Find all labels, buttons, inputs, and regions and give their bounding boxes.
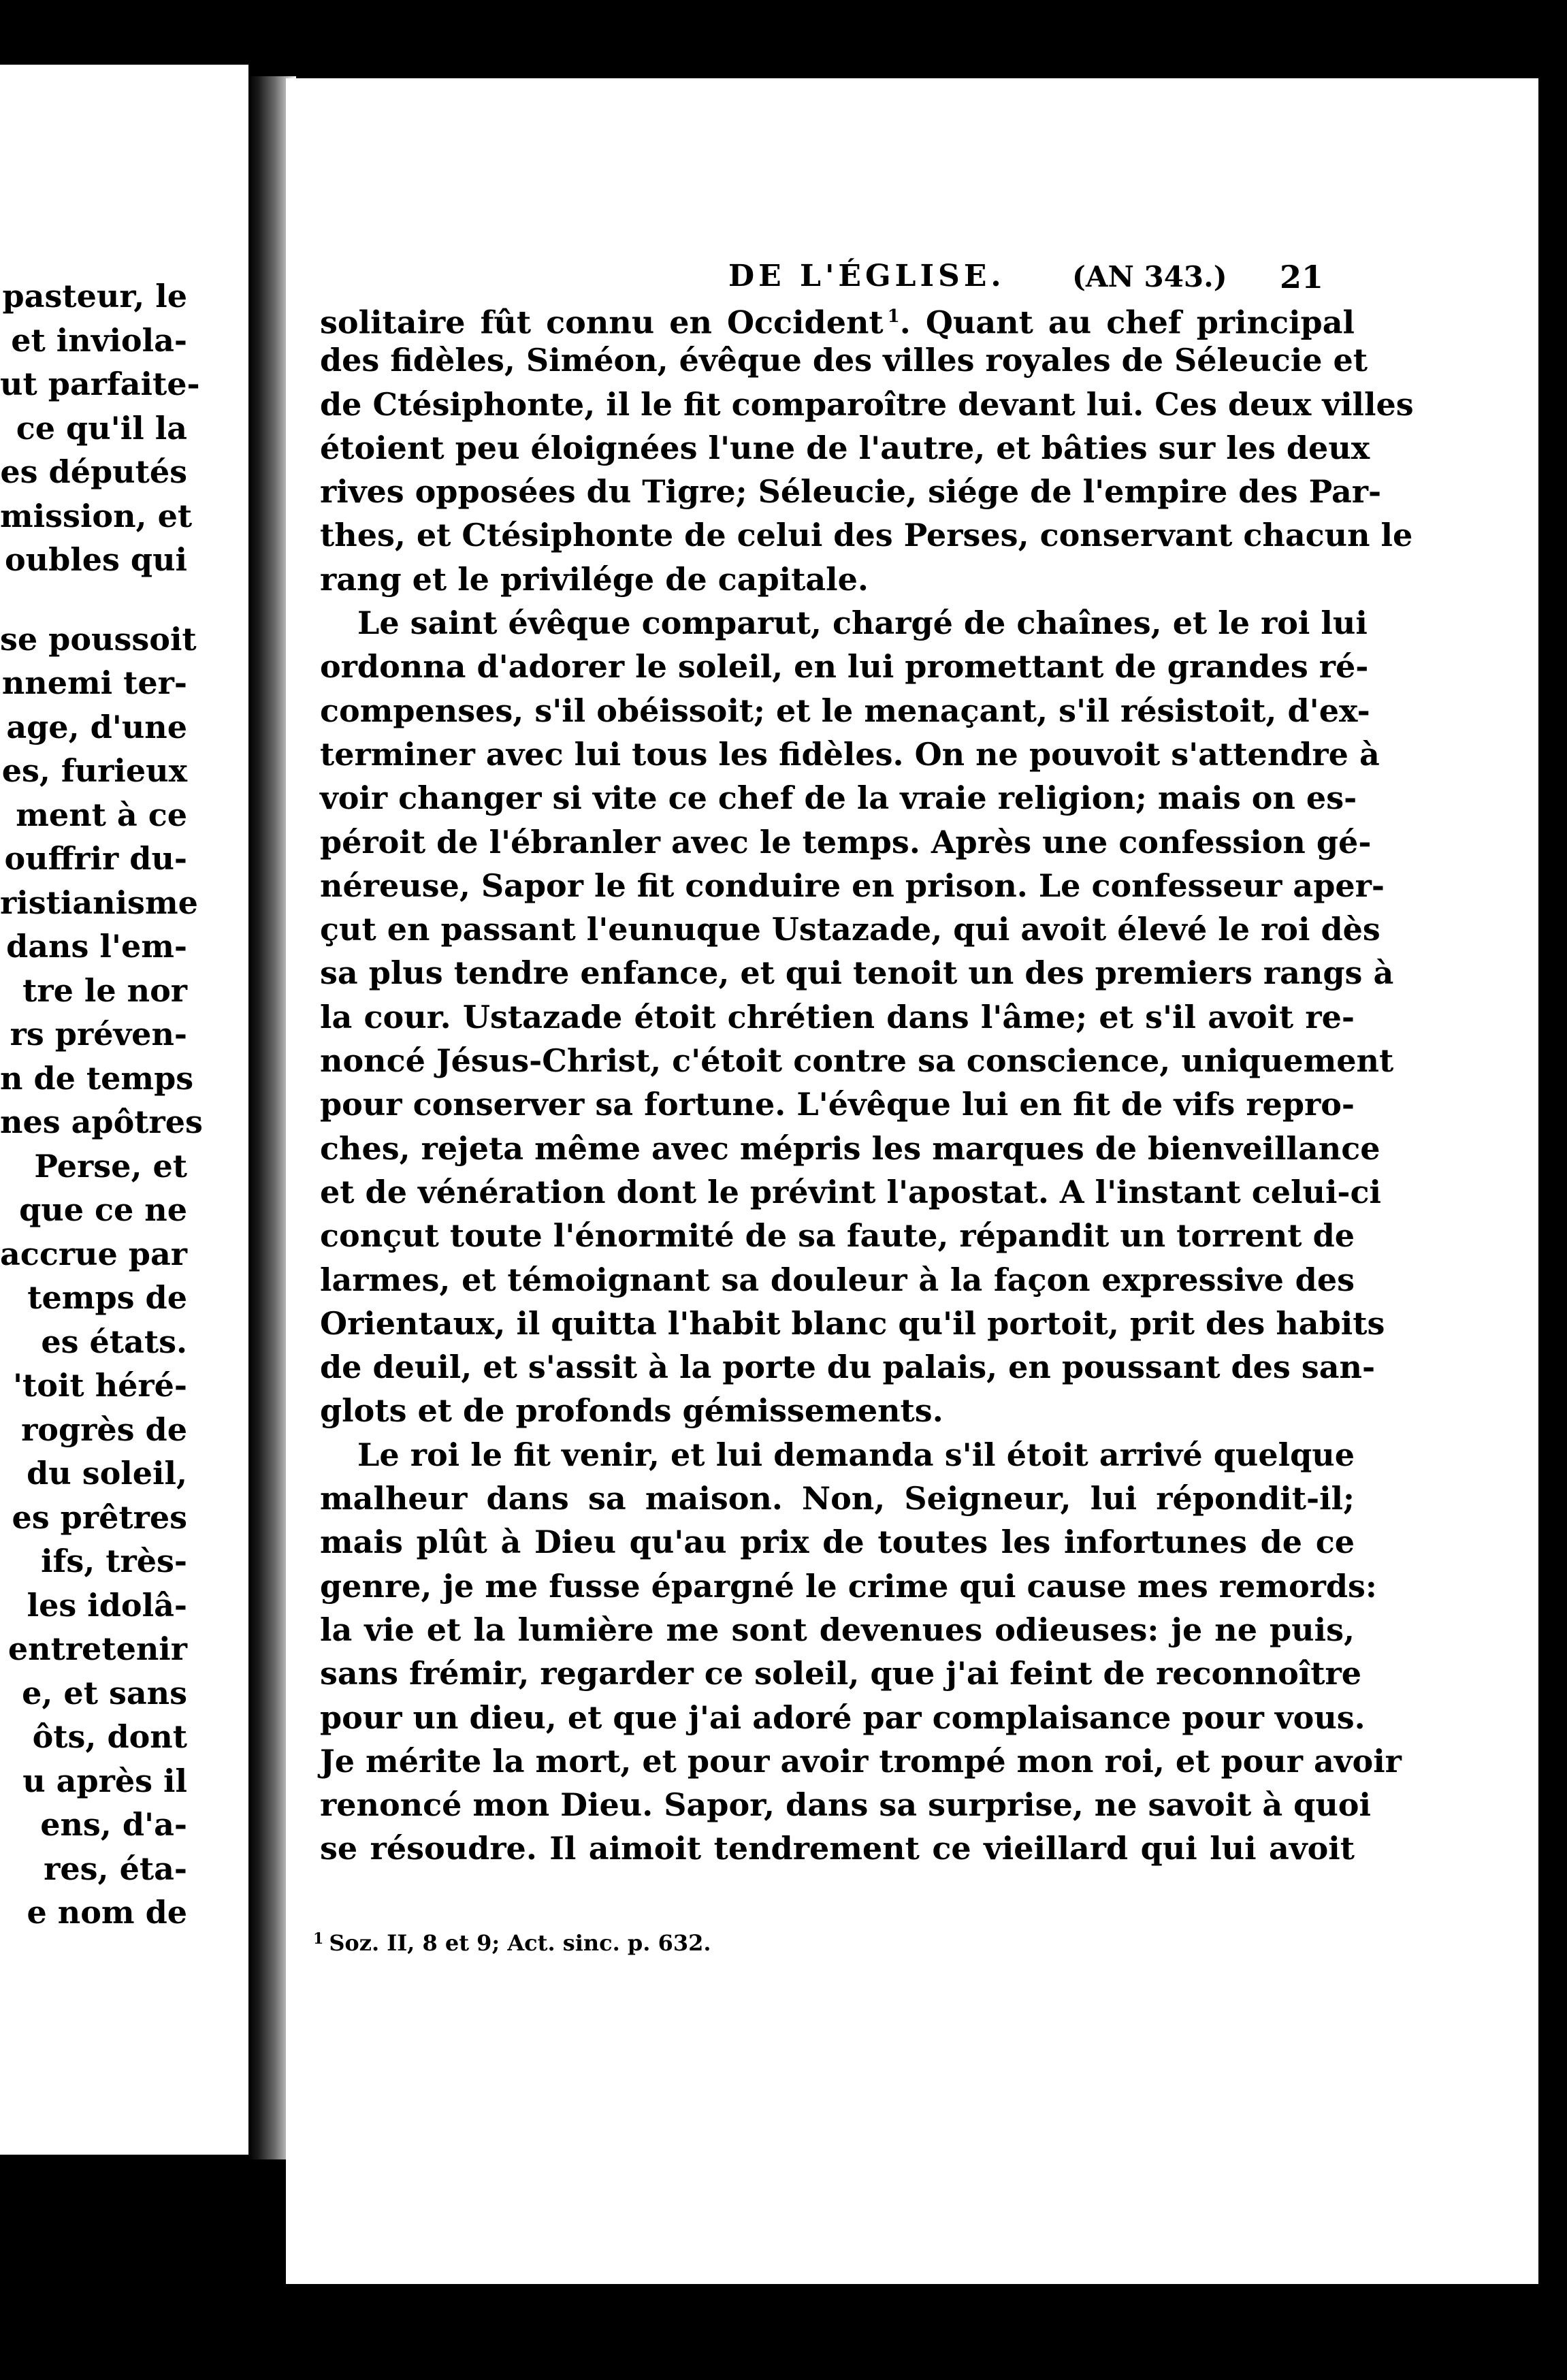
body-line: renoncé mon Dieu. Sapor, dans sa surprise, ne savoit à quoi: [320, 1786, 1371, 1824]
body-line: sa plus tendre enfance, et qui tenoit un des premiers rangs à: [320, 954, 1394, 992]
previous-page-line: entretenir: [7, 1630, 187, 1667]
body-line: mais plût à Dieu qu'au prix de toutes les infortunes de ce: [320, 1524, 1355, 1561]
body-line: Le saint évêque comparut, chargé de chaînes, et le roi lui: [357, 605, 1368, 642]
previous-page-line: dans l'em-: [6, 928, 187, 965]
body-line: la vie et la lumière me sont devenues odieuses: je ne puis,: [320, 1611, 1355, 1648]
previous-page-line: ce qu'il la: [16, 409, 187, 447]
previous-page-line: nnemi ter-: [1, 664, 187, 701]
body-line: rang et le privilége de capitale.: [320, 560, 869, 598]
previous-page-line: es députés: [0, 453, 187, 490]
paragraph-gap: [0, 582, 187, 617]
current-page: [286, 78, 1538, 2284]
previous-page-line: rogrès de: [21, 1411, 187, 1448]
body-line: de Ctésiphonte, il le fit comparoître devant lui. Ces deux villes: [320, 385, 1414, 423]
previous-page-line: et inviola-: [11, 321, 187, 359]
body-line: étoient peu éloignées l'une de l'autre, et bâties sur les deux: [320, 429, 1370, 466]
previous-page-line: accrue par: [0, 1235, 187, 1272]
body-line: rives opposées du Tigre; Séleucie, siége de l'empire des Par-: [320, 473, 1382, 511]
body-line: voir changer si vite ce chef de la vraie religion; mais on es-: [320, 779, 1357, 817]
body-line: terminer avec lui tous les fidèles. On ne pouvoit s'attendre à: [320, 735, 1380, 773]
previous-page-line: nes apôtres: [0, 1104, 203, 1140]
body-line: sans frémir, regarder ce soleil, que j'ai feint de reconnoître: [320, 1655, 1361, 1692]
body-line: néreuse, Sapor le fit conduire en prison. Le confesseur aper-: [320, 867, 1385, 904]
previous-page-line: tre le nor: [22, 971, 187, 1009]
previous-page-line: temps de: [27, 1279, 187, 1316]
body-line: Le roi le fit venir, et lui demanda s'il étoit arrivé quelque: [357, 1436, 1355, 1473]
previous-page-line: es, furieux: [1, 752, 187, 789]
body-line: ordonna d'adorer le soleil, en lui promettant de grandes ré-: [320, 648, 1369, 686]
body-line: de deuil, et s'assit à la porte du palais, en poussant des san-: [320, 1349, 1376, 1386]
body-line: et de vénération dont le prévint l'apostat. A l'instant celui-ci: [320, 1173, 1381, 1210]
previous-page-line: res, éta-: [44, 1850, 187, 1887]
body-line: Orientaux, il quitta l'habit blanc qu'il portoit, prit des habits: [320, 1304, 1385, 1342]
previous-page-line: age, d'une: [6, 708, 187, 745]
footnote-marker: 1: [313, 1930, 324, 1948]
body-line: [320, 295, 1355, 341]
body-line: malheur dans sa maison. Non, Seigneur, lui répondit-il;: [320, 1480, 1355, 1517]
body-line: pour un dieu, et que j'ai adoré par complaisance pour vous.: [320, 1699, 1366, 1736]
body-line: genre, je me fusse épargné le crime qui cause mes remords:: [320, 1567, 1377, 1605]
previous-page: [0, 65, 248, 2155]
previous-page-line: du soleil,: [27, 1455, 187, 1492]
previous-page-line: u après il: [22, 1762, 187, 1799]
body-line: pour conserver sa fortune. L'évêque lui en fit de vifs repro-: [320, 1086, 1355, 1123]
body-line: péroit de l'ébranler avec le temps. Après une confession gé-: [320, 823, 1372, 861]
previous-page-line: ut parfaite-: [0, 366, 200, 402]
previous-page-line: Perse, et: [34, 1147, 187, 1185]
body-line: thes, et Ctésiphonte de celui des Perses, conservant chacun le: [320, 517, 1413, 554]
previous-page-line: ouffrir du-: [4, 840, 187, 877]
body-line: compenses, s'il obéissoit; et le menaçant, s'il résistoit, d'ex-: [320, 692, 1370, 729]
previous-page-text: [0, 274, 203, 1935]
body-line: çut en passant l'eunuque Ustazade, qui avoit élevé le roi dès: [320, 911, 1380, 948]
previous-page-line: rs préven-: [10, 1016, 187, 1052]
body-line: ches, rejeta même avec mépris les marques de bienveillance: [320, 1129, 1380, 1167]
previous-page-line: n de temps: [0, 1059, 194, 1097]
previous-page-line: pasteur, le: [2, 278, 187, 315]
body-line: glots et de profonds gémissements.: [320, 1392, 943, 1430]
previous-page-line: es prêtres: [12, 1498, 187, 1536]
body-line: larmes, et témoignant sa douleur à la façon expressive des: [320, 1261, 1355, 1298]
running-title: DE L'ÉGLISE.: [728, 259, 1005, 293]
previous-page-line: mission, et: [0, 497, 193, 534]
body-line-text: solitaire fût connu en Occident: [320, 304, 884, 341]
footnote: [313, 1930, 711, 1956]
body-line: noncé Jésus-Christ, c'étoit contre sa conscience, uniquement: [320, 1042, 1394, 1080]
previous-page-line: se poussoit: [0, 620, 197, 658]
previous-page-line: ens, d'a-: [40, 1806, 187, 1843]
previous-page-line: e, et sans: [22, 1674, 187, 1711]
body-text: [320, 295, 1414, 1871]
previous-page-line: ristianisme: [0, 884, 198, 921]
body-line: se résoudre. Il aimoit tendrement ce vieillard qui lui avoit: [320, 1830, 1355, 1867]
previous-page-line: ifs, très-: [41, 1543, 187, 1579]
previous-page-line: ôts, dont: [32, 1718, 187, 1755]
page-number: 21: [1280, 259, 1324, 295]
body-line-text: . Quant au chef principal: [899, 304, 1355, 341]
previous-page-line: 'toit héré-: [12, 1367, 187, 1404]
previous-page-line: es états.: [41, 1323, 187, 1360]
previous-page-line: oubles qui: [4, 541, 187, 578]
previous-page-line: ment à ce: [16, 796, 187, 833]
previous-page-line: que ce ne: [19, 1191, 187, 1228]
footnote-text: Soz. II, 8 et 9; Act. sinc. p. 632.: [329, 1930, 711, 1956]
year-marker: (AN 343.): [1072, 260, 1227, 293]
body-line: Je mérite la mort, et pour avoir trompé mon roi, et pour avoir: [320, 1742, 1402, 1780]
previous-page-line: les idolâ-: [27, 1586, 187, 1624]
body-line: conçut toute l'énormité de sa faute, répandit un torrent de: [320, 1217, 1355, 1255]
footnote-reference: 1: [887, 306, 900, 327]
previous-page-line: e nom de: [27, 1894, 187, 1931]
body-line: la cour. Ustazade étoit chrétien dans l'âme; et s'il avoit re-: [320, 998, 1355, 1035]
body-line: des fidèles, Siméon, évêque des villes royales de Séleucie et: [320, 342, 1368, 379]
